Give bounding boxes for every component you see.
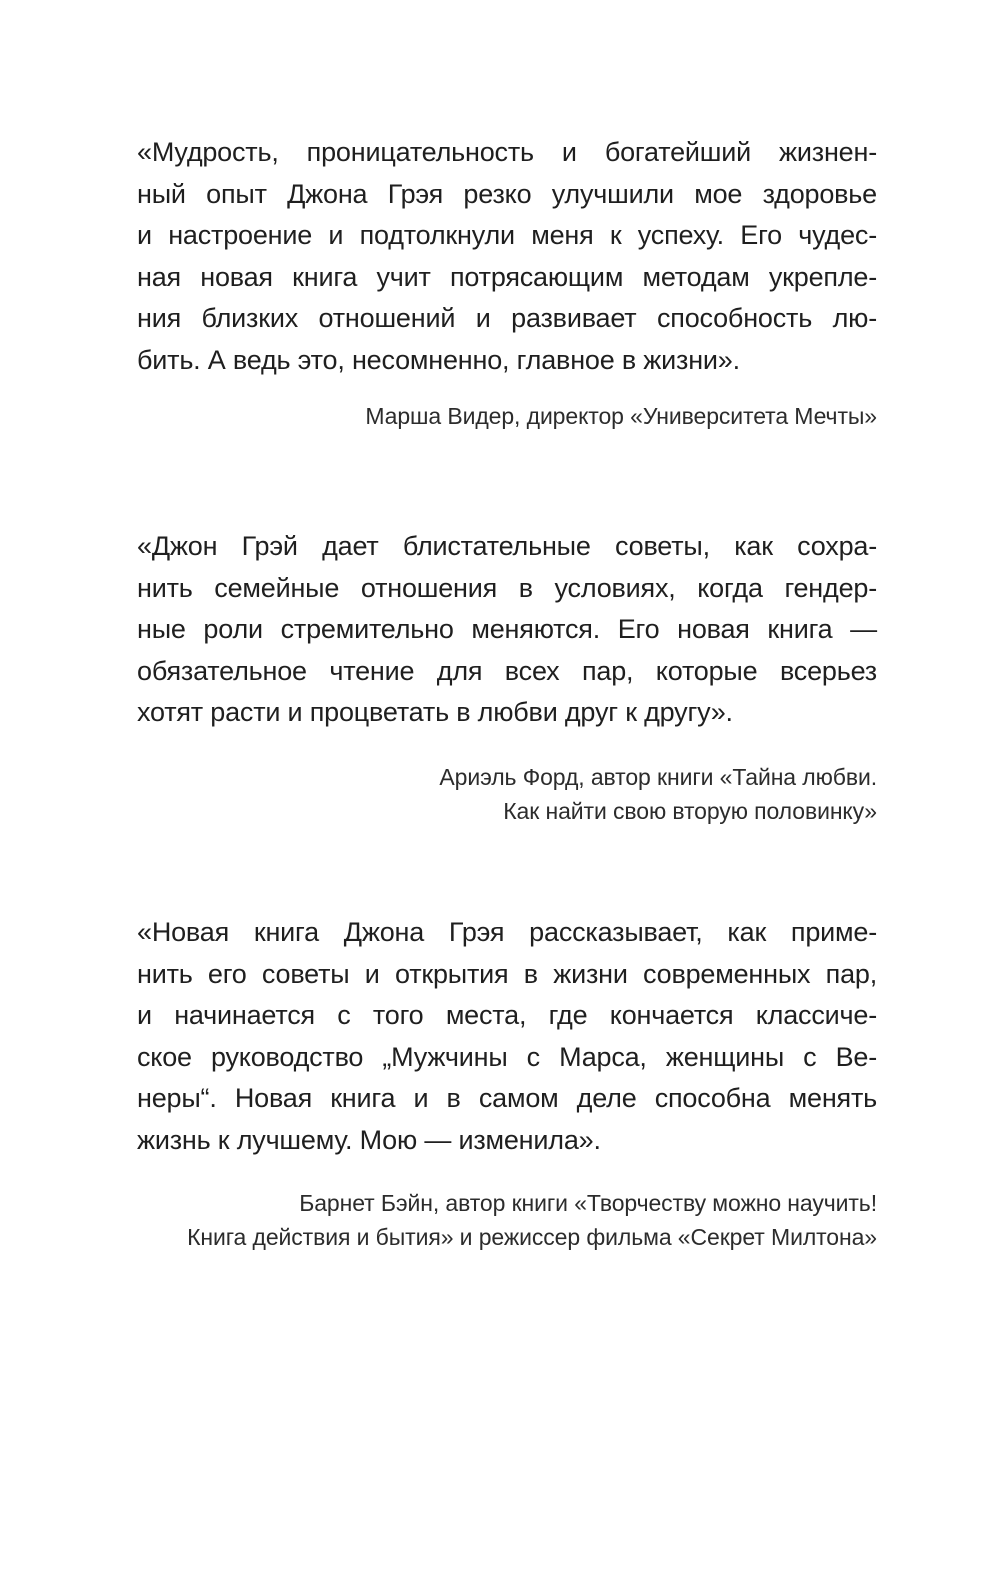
text-line: и начинается с того места, где кончается классиче- bbox=[137, 1000, 877, 1030]
text-line: «Джон Грэй дает блистательные советы, как сохра- bbox=[137, 531, 877, 561]
testimonial-attribution-3 bbox=[137, 1186, 877, 1254]
text-line: ния близких отношений и развивает способность лю- bbox=[137, 303, 877, 333]
text-line: Как найти свою вторую половинку» bbox=[503, 798, 877, 824]
text-line: ная новая книга учит потрясающим методам укрепле- bbox=[137, 261, 877, 292]
text-line: обязательное чтение для всех пар, которые всерьез bbox=[137, 655, 877, 686]
text-line: неры“. Новая книга и в самом деле способна менять bbox=[137, 1083, 877, 1113]
testimonial-quote-2 bbox=[137, 526, 877, 734]
text-line: ское руководство „Мужчины с Марса, женщины с Ве- bbox=[137, 1041, 877, 1072]
text-line: Ариэль Форд, автор книги «Тайна любви. bbox=[439, 764, 877, 790]
text-line: Книга действия и бытия» и режиссер фильма «Секрет Милтона» bbox=[187, 1224, 877, 1250]
text-line: ные роли стремительно меняются. Его новая книга — bbox=[137, 614, 877, 644]
text-line: Барнет Бэйн, автор книги «Творчеству можно научить! bbox=[299, 1190, 877, 1216]
testimonial-quote-3 bbox=[137, 912, 877, 1161]
text-line: нить его советы и открытия в жизни современных пар, bbox=[137, 958, 877, 989]
text-line: и настроение и подтолкнули меня к успеху. Его чудес- bbox=[137, 220, 877, 250]
text-line: жизнь к лучшему. Мою — изменила». bbox=[137, 1124, 601, 1155]
text-line: «Новая книга Джона Грэя рассказывает, как приме- bbox=[137, 917, 877, 947]
text-line: хотят расти и процветать в любви друг к другу». bbox=[137, 697, 733, 727]
testimonial-attribution-2 bbox=[137, 760, 877, 828]
text-line: нить семейные отношения в условиях, когда гендер- bbox=[137, 572, 877, 603]
testimonial-quote-1 bbox=[137, 132, 877, 381]
testimonial-attribution-1 bbox=[137, 399, 877, 433]
text-line: Марша Видер, директор «Университета Мечты» bbox=[365, 403, 877, 429]
text-line: ный опыт Джона Грэя резко улучшили мое здоровье bbox=[137, 178, 877, 209]
text-line: «Мудрость, проницательность и богатейший жизнен- bbox=[137, 137, 877, 167]
text-line: бить. А ведь это, несомненно, главное в жизни». bbox=[137, 344, 740, 375]
